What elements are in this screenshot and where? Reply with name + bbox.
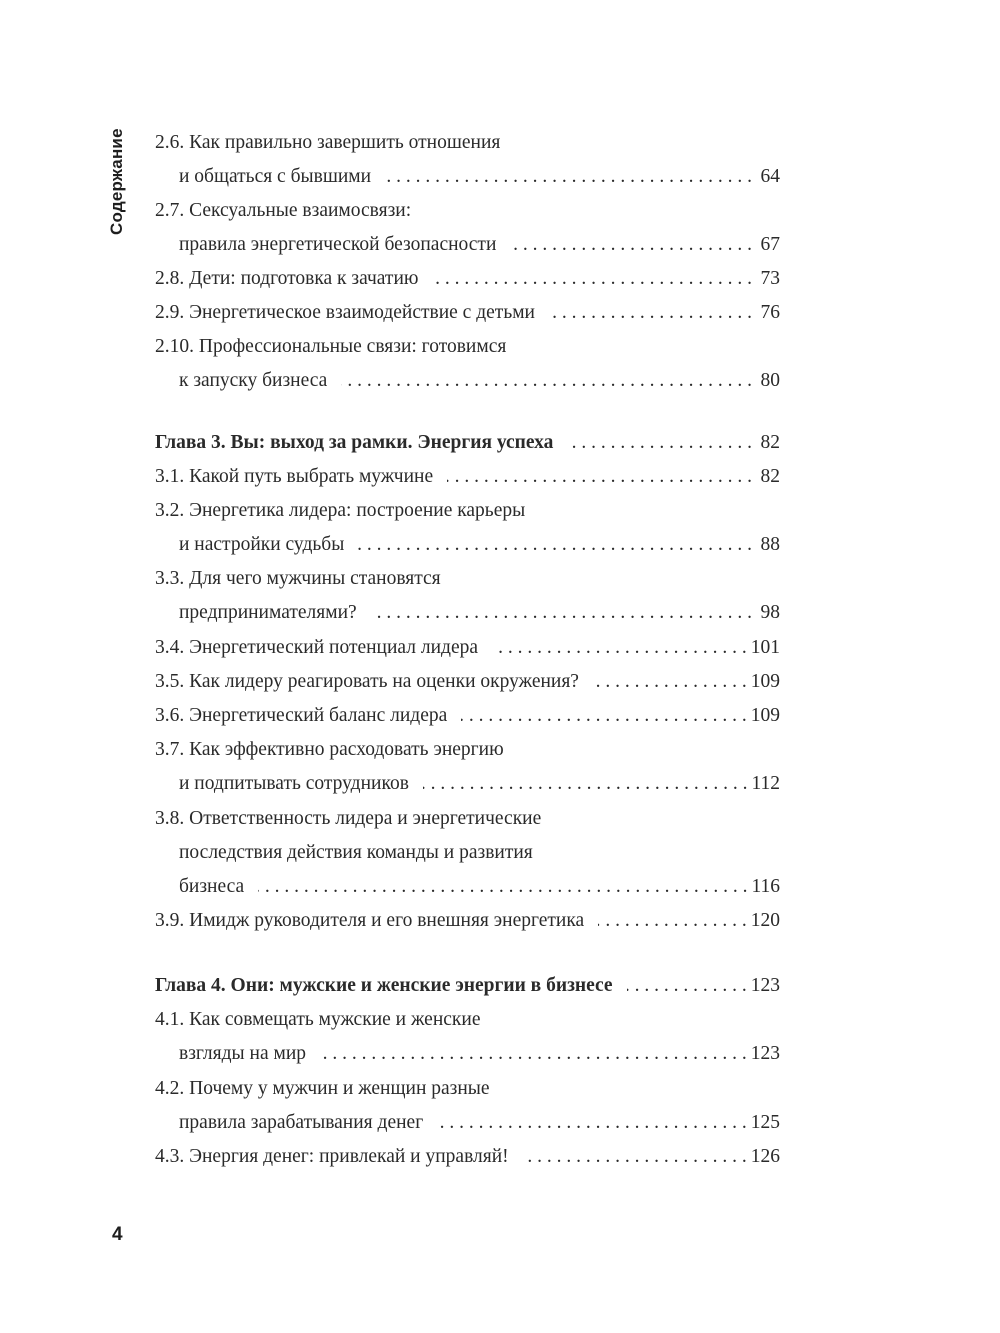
toc-chapter-entry <box>155 426 780 460</box>
toc-entry-title: Глава 4. Они: мужские и женские энергии в бизнесе <box>155 975 613 996</box>
toc-entry <box>155 870 780 904</box>
toc-entry <box>155 562 780 596</box>
toc-entry-page: 116 <box>751 876 780 897</box>
toc-leader-dots <box>320 1037 747 1071</box>
toc-entry-title: правила энергетической безопасности <box>179 234 497 255</box>
toc-entry-title: и настройки судьбы <box>179 534 345 555</box>
toc-entry <box>155 1106 780 1140</box>
toc-leader-dots <box>567 426 752 460</box>
toc-entry <box>155 767 780 801</box>
toc-entry-page: 64 <box>760 166 780 187</box>
toc-entry-page: 123 <box>750 1043 780 1064</box>
toc-entry-title: взгляды на мир <box>179 1043 307 1064</box>
toc-entry-title: 4.2. Почему у мужчин и женщин разные <box>155 1078 490 1099</box>
toc-entry-title: 2.9. Энергетическое взаимодействие с детьми <box>155 302 535 323</box>
toc-entry <box>155 733 780 767</box>
toc-leader-dots <box>593 665 747 699</box>
toc-leader-dots <box>385 160 752 194</box>
toc-leader-dots <box>432 262 752 296</box>
toc-entry-title: 3.3. Для чего мужчины становятся <box>155 568 441 589</box>
toc-entry <box>155 460 780 494</box>
toc-entry-page: 109 <box>750 705 780 726</box>
toc-entry-title: 3.9. Имидж руководителя и его внешняя энергетика <box>155 910 585 931</box>
toc-entry-title: 3.1. Какой путь выбрать мужчине <box>155 466 434 487</box>
running-header-text: Содержание <box>107 128 126 235</box>
toc-entry-page: 98 <box>760 602 780 623</box>
toc-leader-dots <box>549 296 752 330</box>
toc-entry <box>155 228 780 262</box>
toc-entry <box>155 836 780 870</box>
toc-entry <box>155 1072 780 1106</box>
toc-entry <box>155 596 780 630</box>
toc-entry <box>155 631 780 665</box>
toc-entry-page: 88 <box>760 534 780 555</box>
toc-entry <box>155 665 780 699</box>
toc-entry-title: и общаться с бывшими <box>179 166 372 187</box>
toc-entry-page: 82 <box>760 432 780 453</box>
toc-entry-page: 112 <box>751 773 780 794</box>
toc-entry <box>155 1037 780 1071</box>
toc-entry-title: последствия действия команды и развития <box>179 842 533 863</box>
toc-leader-dots <box>627 969 747 1003</box>
toc-entry <box>155 194 780 228</box>
toc-entry <box>155 699 780 733</box>
toc-entry <box>155 262 780 296</box>
toc-entry <box>155 364 780 398</box>
toc-entry-title: 2.7. Сексуальные взаимосвязи: <box>155 200 412 221</box>
toc-entry-page: 125 <box>750 1112 780 1133</box>
toc-entry-page: 82 <box>760 466 780 487</box>
toc-entry-page: 67 <box>760 234 780 255</box>
toc-entry <box>155 494 780 528</box>
toc-entry-title: 3.6. Энергетический баланс лидера <box>155 705 448 726</box>
toc-leader-dots <box>447 460 752 494</box>
toc-entry-page: 120 <box>750 910 780 931</box>
toc-leader-dots <box>437 1106 747 1140</box>
toc-leader-dots <box>492 631 747 665</box>
toc-entry-title: 3.8. Ответственность лидера и энергетические <box>155 808 542 829</box>
toc-entry-title: предпринимателями? <box>179 602 357 623</box>
toc-entry-title: 4.3. Энергия денег: привлекай и управляй! <box>155 1146 509 1167</box>
toc-entry-page: 73 <box>760 268 780 289</box>
toc-leader-dots <box>598 904 747 938</box>
toc-entry-title: 3.4. Энергетический потенциал лидера <box>155 637 479 658</box>
toc-entry-title: и подпитывать сотрудников <box>179 773 409 794</box>
toc-entry-title: Глава 3. Вы: выход за рамки. Энергия успеха <box>155 432 554 453</box>
toc-entry-title: 2.6. Как правильно завершить отношения <box>155 132 501 153</box>
toc-entry-page: 109 <box>750 671 780 692</box>
toc-entry <box>155 802 780 836</box>
toc-entry <box>155 296 780 330</box>
toc-entry-page: 76 <box>760 302 780 323</box>
toc-leader-dots <box>523 1140 747 1174</box>
toc-entry-page: 123 <box>750 975 780 996</box>
toc-leader-dots <box>423 767 748 801</box>
toc-entry <box>155 528 780 562</box>
toc-leader-dots <box>461 699 746 733</box>
toc-entry <box>155 1003 780 1037</box>
toc-leader-dots <box>358 528 752 562</box>
toc-entry-page: 101 <box>750 637 780 658</box>
toc-entry-title: бизнеса <box>179 876 245 897</box>
toc-entry-page: 80 <box>760 370 780 391</box>
toc-entry-page: 126 <box>750 1146 780 1167</box>
toc-entry-title: 3.5. Как лидеру реагировать на оценки окружения? <box>155 671 579 692</box>
toc-leader-dots <box>341 364 752 398</box>
toc-entry-title: 2.10. Профессиональные связи: готовимся <box>155 336 507 357</box>
toc-entry <box>155 126 780 160</box>
toc-entry-title: 2.8. Дети: подготовка к зачатию <box>155 268 419 289</box>
toc-entry <box>155 1140 780 1174</box>
toc-entry-title: правила зарабатывания денег <box>179 1112 424 1133</box>
toc-chapter-entry <box>155 969 780 1003</box>
toc-entry-title: 3.2. Энергетика лидера: построение карьеры <box>155 500 526 521</box>
toc-leader-dots <box>258 870 747 904</box>
toc-entry <box>155 330 780 364</box>
toc-entry <box>155 160 780 194</box>
page-number: 4 <box>112 1224 123 1245</box>
toc-entry <box>155 904 780 938</box>
toc-entry-title: к запуску бизнеса <box>179 370 328 391</box>
toc-leader-dots <box>510 228 752 262</box>
toc-entry-title: 3.7. Как эффективно расходовать энергию <box>155 739 504 760</box>
toc-entry-title: 4.1. Как совмещать мужские и женские <box>155 1009 481 1030</box>
toc-leader-dots <box>371 596 752 630</box>
